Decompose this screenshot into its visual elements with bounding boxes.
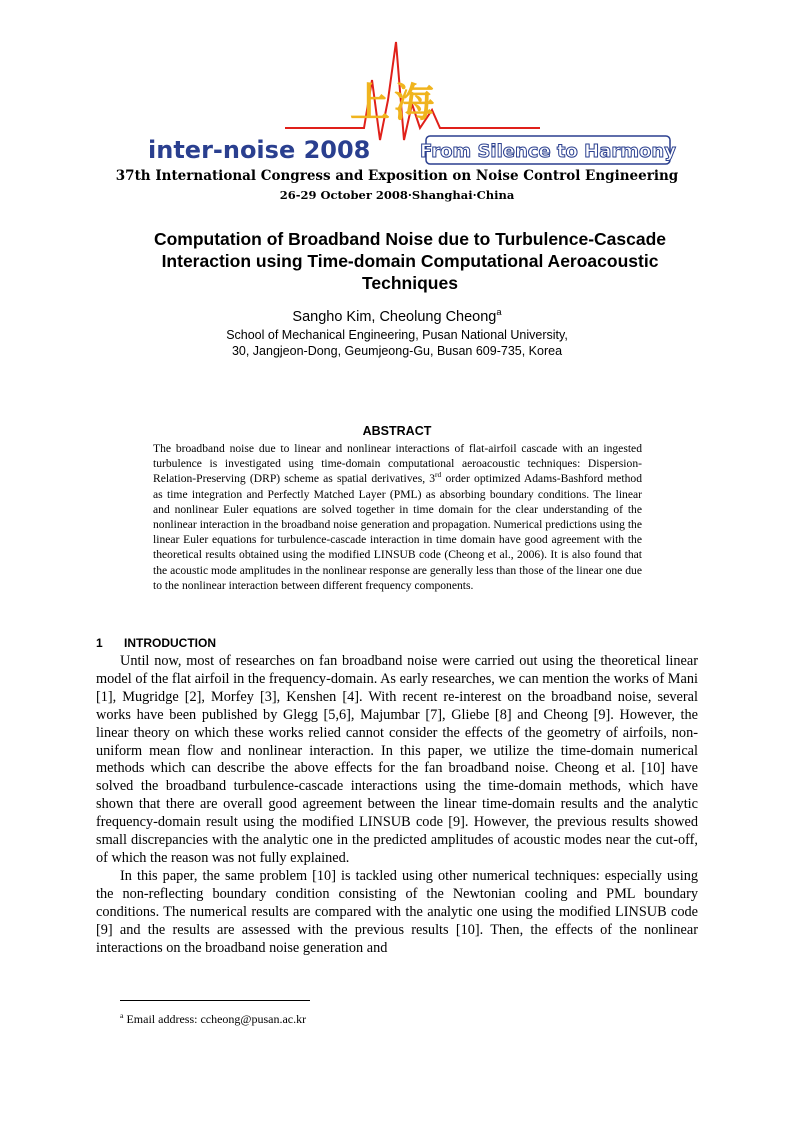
paper-title xyxy=(80,228,740,294)
paragraph: Until now, most of researches on fan broadband noise were carried out using the theoretical linear model of the flat airfoil in the frequency-domain. As early researches, we can mention the works of Mani [1], Mugridge [2], Morfey [3], Kenshen [4]. With recent re-interest on the broadband noise, several works have been published by Glegg [5,6], Majumbar [7], Gliebe [8] and Cheong [9]. However, the linear theory on which these works relied cannot consider the effects of the geometry of airfoils, non-uniform mean flow and nonlinear interaction. In this paper, we utilize the time-domain numerical methods which can describe the above effects for the fan broadband noise. Cheong et al. [10] have solved the broadband turbulence-cascade interactions using the time-domain methods, which have shown that there are overall good agreement between the linear time-domain results and the analytic frequency-domain result using the modified LINSUB code [9]. However, the previous results showed small discrepancies with the analytic one in the predicted amplitudes of acoustic modes near the cut-off, of which the reason was not fully explained. xyxy=(96,653,698,866)
congress-title: 37th International Congress and Exposition on Noise Control Engineering xyxy=(115,168,679,184)
footnote-rule xyxy=(120,1000,310,1001)
section-number: 1 xyxy=(96,636,103,650)
title-line: Interaction using Time-domain Computational Aeroacoustic xyxy=(161,251,659,271)
section-body xyxy=(96,653,698,957)
abstract-superscript: rd xyxy=(435,470,442,480)
footnote-text: Email address: ccheong@pusan.ac.kr xyxy=(123,1012,307,1026)
abstract-part: order optimized Adams-Bashford method as time integration and Perfectly Matched Layer (PML) as absorbing boundary conditions. The linear and nonlinear Euler equations are solved together in time domain for the clear understanding of the nonlinear interaction in the broadband noise generation and propagation. Numerical predictions using the linear Euler equations for turbulence-cascade interaction in time domain have good agreement with the theoretical results obtained using the modified LINSUB code (Cheong et al., 2006). It is also found that the acoustic mode amplitudes in the nonlinear response are generally less than those of the linear one due to the nonlinear interaction between different frequency components. xyxy=(153,472,643,592)
congress-dates-location: 26-29 October 2008·Shanghai·China xyxy=(279,188,515,202)
title-line: Computation of Broadband Noise due to Turbulence-Cascade xyxy=(153,229,667,249)
title-line: Techniques xyxy=(362,273,458,293)
paragraph: In this paper, the same problem [10] is tackled using other numerical techniques: especially using the non-reflecting boundary condition consisting of the Newtonian cooling and PML boundary conditions. The numerical results are compared with the analytic one using the modified LINSUB code [9] and the results are assessed with the previous results [10]. Then, the effects of the nonlinear interactions on the broadband noise generation and xyxy=(96,867,698,956)
logo-wordmark: inter-noise 2008 xyxy=(148,136,371,164)
footnote xyxy=(120,1012,306,1027)
affiliation-line: School of Mechanical Engineering, Pusan National University, xyxy=(226,328,568,342)
author-footnote-mark: a xyxy=(496,306,502,318)
logo-tagline: From Silence to Harmony xyxy=(420,141,676,162)
affiliation xyxy=(0,327,794,359)
section-heading xyxy=(96,636,216,650)
svg-text:上海: 上海 xyxy=(350,79,438,126)
section-title: INTRODUCTION xyxy=(124,636,216,650)
affiliation-line: 30, Jangjeon-Dong, Geumjeong-Gu, Busan 609-735, Korea xyxy=(231,344,563,358)
abstract-text xyxy=(153,441,642,593)
author-names: Sangho Kim, Cheolung Cheong xyxy=(292,309,497,325)
abstract-heading: ABSTRACT xyxy=(362,424,432,438)
shanghai-calligraphy-icon xyxy=(350,79,438,126)
conference-logo xyxy=(140,40,680,168)
authors xyxy=(0,306,794,325)
abstract-part: The broadband noise due to linear and nonlinear interactions of flat-airfoil cascade with an ingested turbulence is investigated using time-domain computational aeroacoustic techniques: Dispersion-Relation-Preserving (DRP) scheme as spatial derivatives, 3 xyxy=(153,442,642,486)
footnote-mark: a xyxy=(120,1011,124,1020)
